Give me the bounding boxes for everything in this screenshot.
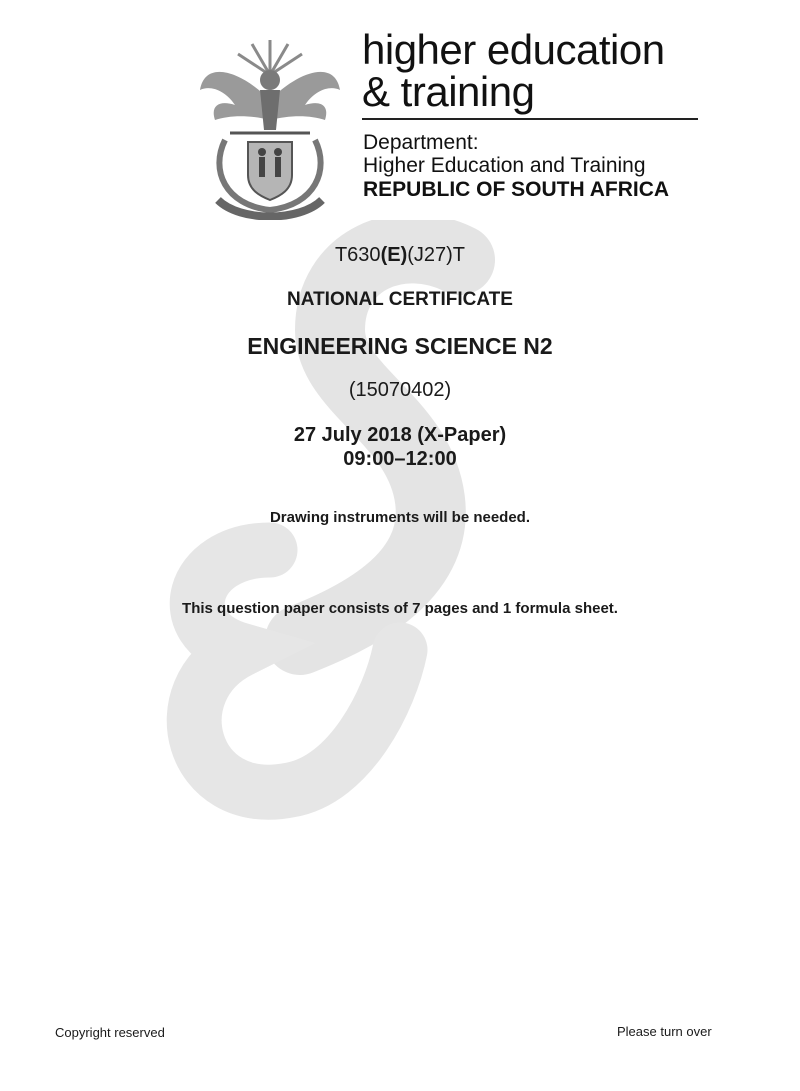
department-name: Higher Education and Training — [363, 154, 646, 177]
country-name: REPUBLIC OF SOUTH AFRICA — [363, 178, 670, 201]
paper-code-language: (E) — [380, 244, 408, 266]
exam-time: 09:00–12:00 — [343, 448, 457, 470]
instructions: Drawing instruments will be needed. — [269, 509, 531, 526]
brand-divider — [362, 118, 698, 120]
pages-note: This question paper consists of 7 pages and 1 formula sheet. — [182, 600, 618, 617]
turn-over-footer: Please turn over — [617, 1024, 712, 1039]
subject-title: ENGINEERING SCIENCE N2 — [247, 333, 553, 359]
subject-number: (15070402) — [348, 379, 452, 401]
paper-code-suffix: (J27)T — [407, 244, 466, 266]
certificate-title: NATIONAL CERTIFICATE — [287, 289, 513, 310]
exam-date: 27 July 2018 (X-Paper) — [293, 424, 507, 446]
copyright-footer: Copyright reserved — [55, 1025, 165, 1040]
brand-line-2: & training — [362, 68, 535, 115]
brand-line-1: higher education — [362, 26, 665, 73]
department-label: Department: — [363, 131, 479, 154]
paper-code-prefix: T630 — [334, 244, 381, 266]
paper-code — [0, 244, 800, 267]
coat-of-arms-icon — [190, 30, 350, 220]
